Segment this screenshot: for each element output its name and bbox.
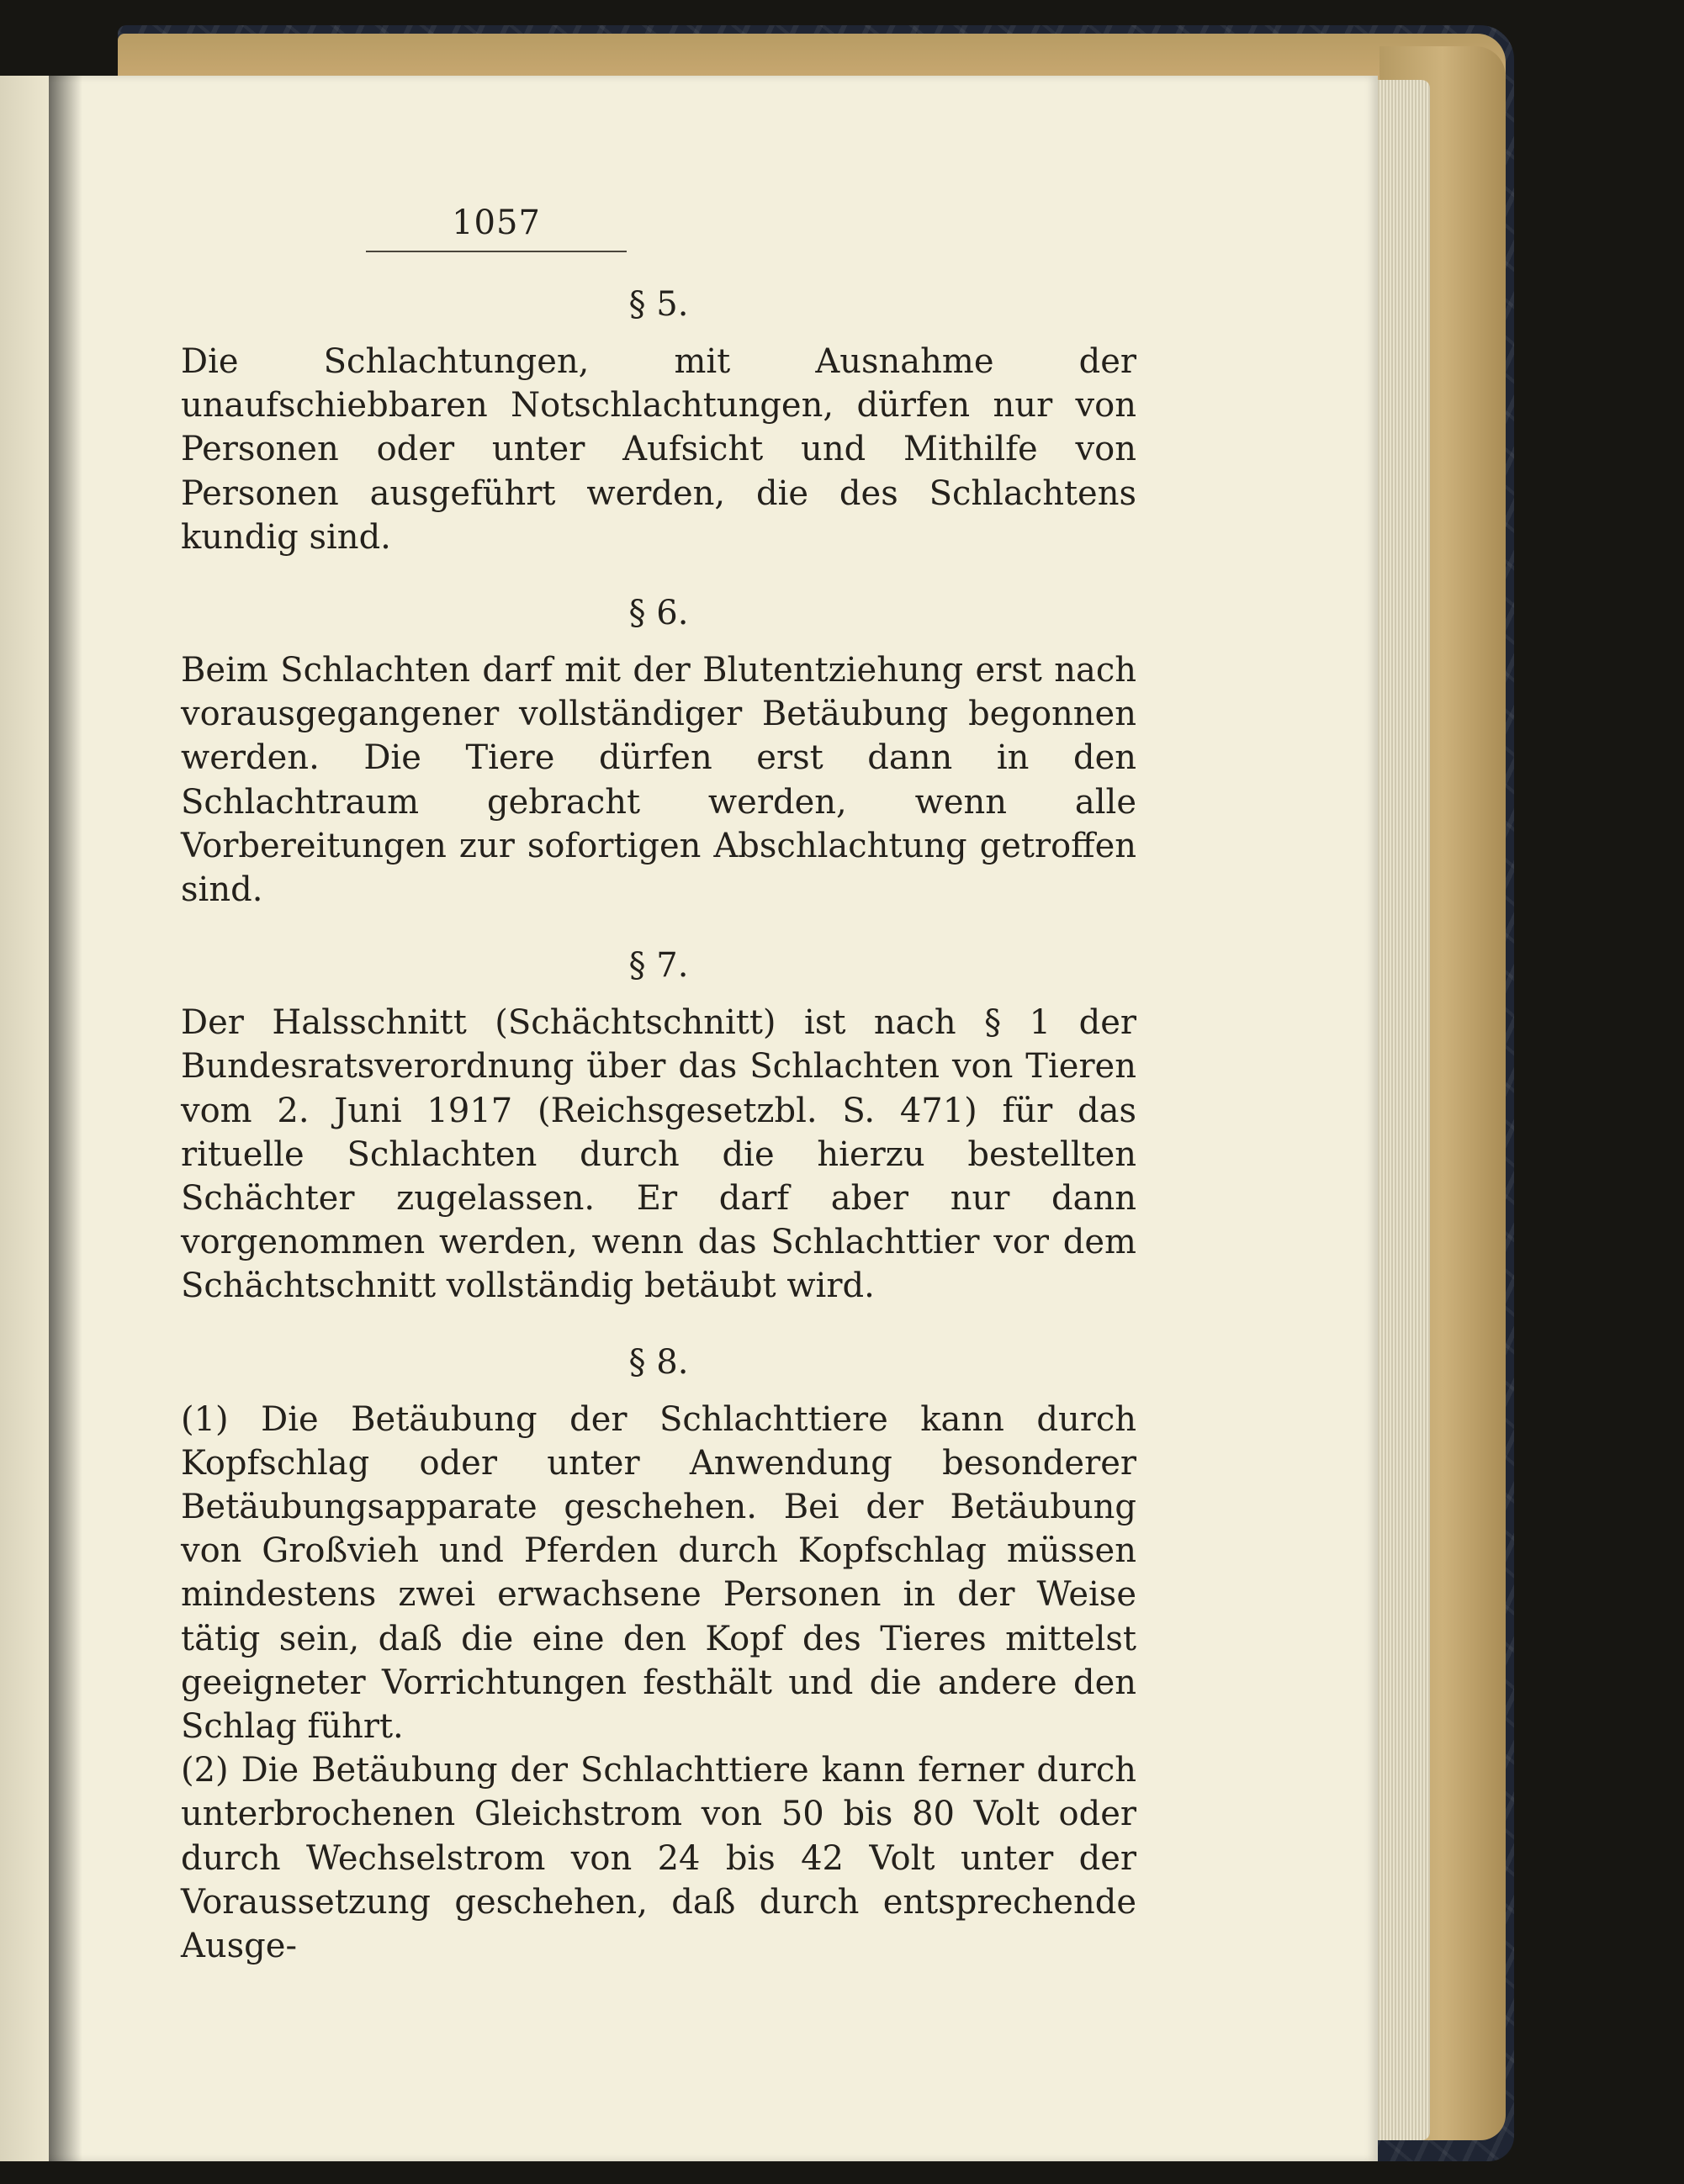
page-number: 1057 [366,202,627,252]
section-heading: § 7. [628,946,689,986]
facing-page-edge [0,76,49,2161]
paragraph: Die Schlachtungen, mit Ausnahme der unaufschiebbaren Notschlachtungen, dürfen nur von Personen oder unter Aufsicht und Mithilfe von Personen ausgeführt werden, die des Schlachtens kundig sind. [181,342,1136,557]
section-7 [181,942,1136,1308]
section-8 [181,1339,1136,1969]
section-heading: § 8. [628,1342,689,1382]
text-column [181,202,1136,1968]
gutter-shadow [49,76,82,2161]
paragraph: Beim Schlachten darf mit der Blutentziehung erst nach vorausgegangener vollständiger Betäubung begonnen werden. Die Tiere dürfen erst dann in den Schlachtraum gebracht werden, wenn alle Vorbereitungen zur sofortigen Abschlachtung getroffen sind. [181,651,1136,910]
paragraph: (2) Die Betäubung der Schlachttiere kann ferner durch unterbrochenen Gleichstrom von 50 bis 80 Volt oder durch Wechselstrom von 24 bis 42 Volt unter der Voraussetzung geschehen, daß durch entsprechende Ausge- [181,1751,1136,1966]
section-heading: § 5. [628,285,689,324]
paragraph: Der Halsschnitt (Schächtschnitt) ist nach § 1 der Bundesratsverordnung über das Schlachten von Tieren vom 2. Juni 1917 (Reichsgesetzbl. S. 471) für das rituelle Schlachten durch die hierzu bestellten Schächter zugelassen. Er darf aber nur dann vorgenommen werden, wenn das Schlachttier vor dem Schächtschnitt vollständig betäubt wird. [181,1003,1136,1306]
book-page [49,76,1378,2161]
section-5 [181,281,1136,559]
section-heading: § 6. [628,594,689,633]
paragraph: (1) Die Betäubung der Schlachttiere kann durch Kopfschlag oder unter Anwendung besonderer Betäubungsapparate geschehen. Bei der Betäubung von Großvieh und Pferden durch Kopfschlag müssen mindestens zwei erwachsene Personen in der Weise tätig sein, daß die eine den Kopf des Tieres mittelst geeigneter Vorrichtungen festhält und die andere den Schlag führt. [181,1399,1136,1747]
section-6 [181,590,1136,912]
